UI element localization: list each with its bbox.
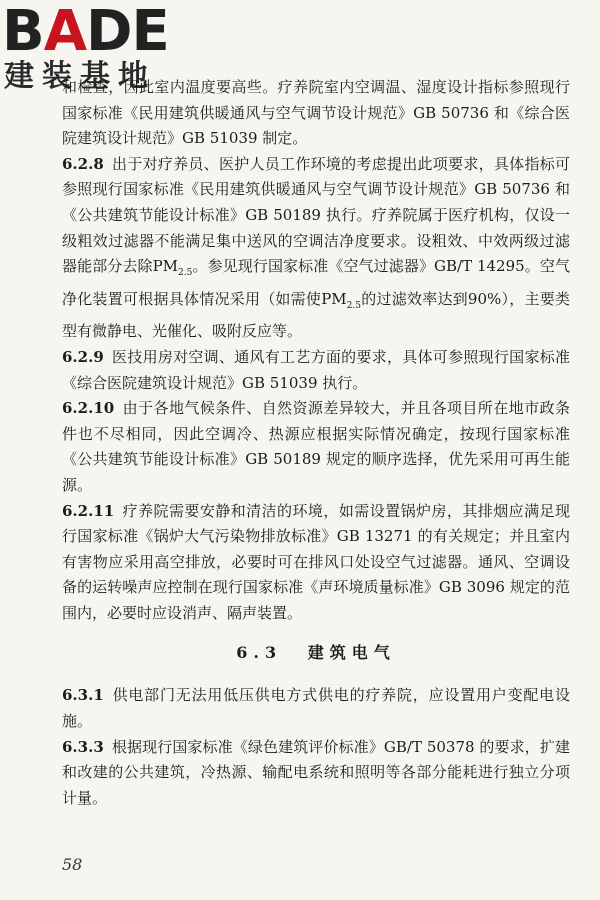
clause-text: 供电部门无法用低压供电方式供电的疗养院，应设置用户变配电设施。 [62,686,570,731]
clause-6-2-9 [62,345,570,396]
pm-label: PM [321,289,347,308]
clause-6-2-8 [62,152,570,345]
clause-6-3-3 [62,735,570,812]
clause-6-3-1 [62,683,570,734]
clause-text: 。参见现行国家标准《空气过滤器》GB/T 14295。空气净化装置可根据具体情况采用（如需使 [62,257,570,308]
page-number: 58 [62,855,83,874]
section-heading [62,641,570,665]
logo-brand: BADE [2,0,169,64]
clause-6-2-11 [62,499,570,627]
clause-number: 6.3.1 [62,686,104,705]
section-number: 6.3 [236,643,283,663]
section-title: 建筑电气 [307,643,396,663]
clause-number: 6.2.10 [62,399,115,418]
pm-subscript: 2.5 [178,268,193,279]
clause-text: 医技用房对空调、通风有工艺方面的要求，具体可参照现行国家标准《综合医院建筑设计规范》GB 51039 执行。 [62,347,570,392]
clause-text: 根据现行国家标准《绿色建筑评价标准》GB/T 50378 的要求，扩建和改建的公共建筑，冷热源、输配电系统和照明等各部分能耗进行独立分项计量。 [62,737,570,807]
clause-number: 6.2.11 [62,501,115,520]
clause-number: 6.2.8 [62,154,104,173]
logo-subtitle: 建装基地 [4,59,156,94]
clause-number: 6.2.9 [62,347,104,366]
clause-6-2-10 [62,396,570,498]
clause-text: 疗养院需要安静和清洁的环境，如需设置锅炉房，其排烟应满足现行国家标准《锅炉大气污染物排放标准》GB 13271 的有关规定；并且室内有害物应采用高空排放，必要时可在排风口处设空气过滤器。通风、空调设备的运转噪声应控制在现行国家标准《声环境质量标准》GB 3096 规定的范围内，必要时应设消声、隔声装置。 [62,501,570,622]
page-body [62,75,570,811]
paragraph-continued: 和检查，因此室内温度要高些。疗养院室内空调温、湿度设计指标参照现行国家标准《民用建筑供暖通风与空气调节设计规范》GB 50736 和《综合医院建筑设计规范》GB 51039 制定。 [62,78,570,148]
clause-text: 的过滤效率达到90%），主要类型有微静电、光催化、吸附反应等。 [62,289,570,341]
pm-label: PM [152,257,179,276]
pm-subscript: 2.5 [346,300,361,311]
clause-number: 6.3.3 [62,737,104,756]
clause-text: 出于对疗养员、医护人员工作环境的考虑提出此项要求，具体指标可参照现行国家标准《民用建筑供暖通风与空气调节设计规范》GB 50736 和《公共建筑节能设计标准》GB 50189 执行。疗养院属于医疗机构，仅设一级粗效过滤器不能满足集中送风的空调洁净度要求。设粗效、中效两级过滤器能部分去除 [62,154,570,276]
clause-text: 由于各地气候条件、自然资源差异较大，并且各项目所在地市政条件也不尽相同，因此空调冷、热源应根据实际情况确定，按现行国家标准《公共建筑节能设计标准》GB 50189 规定的顺序选择，优先采用可再生能源。 [62,399,570,494]
